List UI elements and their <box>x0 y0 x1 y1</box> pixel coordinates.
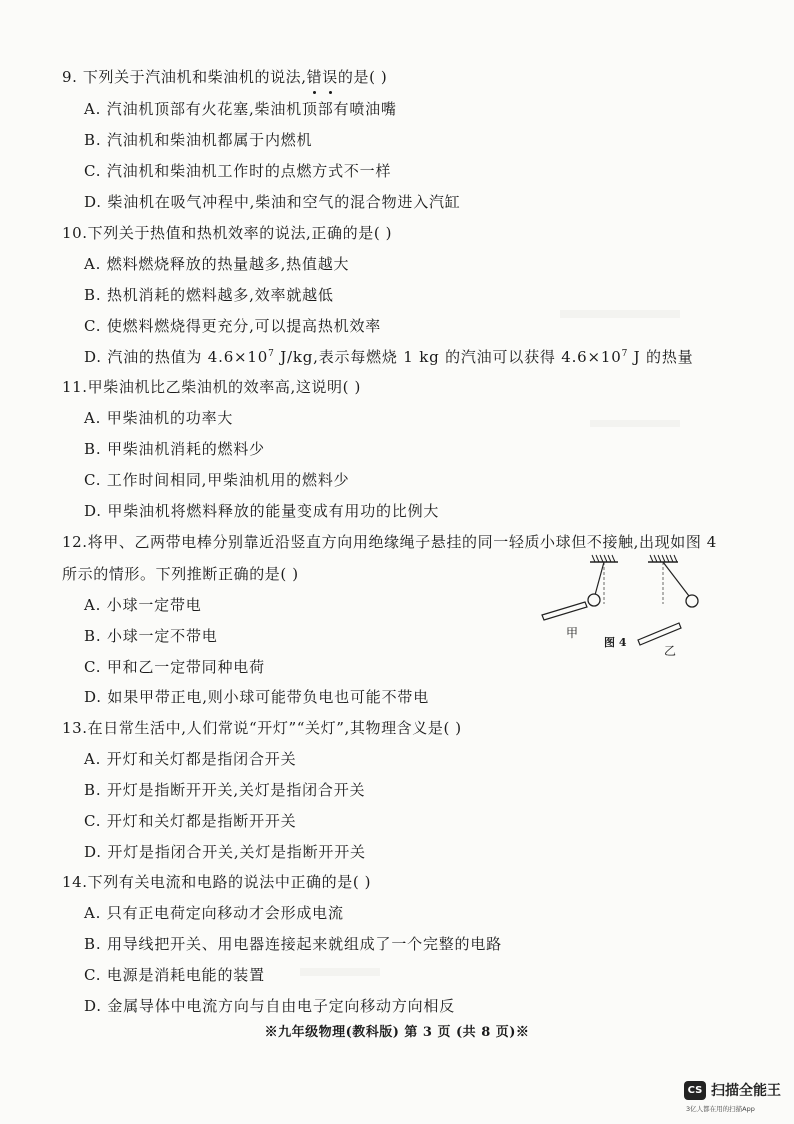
watermark-app-name: 扫描全能王 <box>711 1083 781 1099</box>
watermark-tagline: 3亿人都在用的扫描App <box>686 1105 755 1113</box>
question-12-option-c: C. 甲和乙一定带同种电荷 <box>84 658 265 676</box>
cs-logo-icon: CS <box>684 1081 706 1100</box>
ceiling-right <box>648 555 678 562</box>
question-12-stem-line2: 所示的情形。下列推断正确的是( ) <box>62 565 299 583</box>
option-d-part: D. 汽油的热值为 4.6×10 <box>84 348 269 366</box>
question-14-option-d: D. 金属导体中电流方向与自由电子定向移动方向相反 <box>84 997 456 1015</box>
question-13-option-c: C. 开灯和关灯都是指断开开关 <box>84 812 297 830</box>
ball-right <box>686 595 698 607</box>
question-12-option-b: B. 小球一定不带电 <box>84 627 218 645</box>
question-10-option-c: C. 使燃料燃烧得更充分,可以提高热机效率 <box>84 317 382 335</box>
option-d-part: J 的热量 <box>628 348 694 366</box>
option-d-exponent: 7 <box>268 349 275 359</box>
question-9-emphasis <box>307 68 338 86</box>
question-9-option-c: C. 汽油机和柴油机工作时的点燃方式不一样 <box>84 162 392 180</box>
thread-right <box>663 562 689 596</box>
question-9-option-d: D. 柴油机在吸气冲程中,柴油和空气的混合物进入汽缸 <box>84 193 461 211</box>
rod-yi-label: 乙 <box>664 644 677 657</box>
scan-show-through <box>590 420 680 427</box>
question-10-option-a: A. 燃料燃烧释放的热量越多,热值越大 <box>84 255 350 273</box>
rod-jia <box>542 602 587 620</box>
emphasis-char: 错 <box>306 68 323 86</box>
scanner-watermark <box>684 1079 784 1115</box>
question-12-stem-line1: 12.将甲、乙两带电棒分别靠近沿竖直方向用绝缘绳子悬挂的同一轻质小球但不接触,出现如图 4 <box>62 533 717 551</box>
scan-show-through <box>300 968 380 976</box>
question-13-option-b: B. 开灯是指断开开关,关灯是指闭合开关 <box>84 781 366 799</box>
question-11-option-c: C. 工作时间相同,甲柴油机用的燃料少 <box>84 471 350 489</box>
rod-jia-label: 甲 <box>566 626 579 640</box>
question-9-stem <box>62 66 387 87</box>
scan-show-through <box>560 310 680 318</box>
question-12-option-d: D. 如果甲带正电,则小球可能带负电也可能不带电 <box>84 688 429 706</box>
question-11-stem: 11.甲柴油机比乙柴油机的效率高,这说明( ) <box>62 378 361 396</box>
thread-left <box>595 562 604 595</box>
question-13-option-a: A. 开灯和关灯都是指闭合开关 <box>84 750 297 768</box>
question-14-option-b: B. 用导线把开关、用电器连接起来就组成了一个完整的电路 <box>84 935 502 953</box>
question-11-option-a: A. 甲柴油机的功率大 <box>84 409 234 427</box>
question-11-option-b: B. 甲柴油机消耗的燃料少 <box>84 440 265 458</box>
question-10-option-b: B. 热机消耗的燃料越多,效率就越低 <box>84 286 334 304</box>
figure-4-caption: 图 4 <box>604 636 627 649</box>
rod-yi <box>638 623 681 645</box>
question-13-stem: 13.在日常生活中,人们常说“开灯”“关灯”,其物理含义是( ) <box>62 719 462 737</box>
page-footer: ※九年级物理(教科版) 第 3 页 (共 8 页)※ <box>264 1025 530 1040</box>
question-9-option-b: B. 汽油机和柴油机都属于内燃机 <box>84 131 313 149</box>
question-10-stem: 10.下列关于热值和热机效率的说法,正确的是( ) <box>62 224 393 242</box>
option-d-exponent: 7 <box>621 349 629 359</box>
ceiling-left <box>590 555 618 562</box>
question-13-option-d: D. 开灯是指闭合开关,关灯是指断开开关 <box>84 843 366 861</box>
question-14-option-a: A. 只有正电荷定向移动才会形成电流 <box>84 904 344 922</box>
question-11-option-d: D. 甲柴油机将燃料释放的能量变成有用功的比例大 <box>84 502 440 520</box>
figure-4-diagram <box>530 552 730 657</box>
ball-left <box>588 594 600 606</box>
question-9-option-a: A. 汽油机顶部有火花塞,柴油机顶部有喷油嘴 <box>84 100 397 118</box>
question-14-option-c: C. 电源是消耗电能的装置 <box>84 966 265 984</box>
question-12-option-a: A. 小球一定带电 <box>84 596 202 614</box>
question-10-option-d <box>84 346 693 367</box>
option-d-part: J/kg,表示每燃烧 1 kg 的汽油可以获得 4.6×10 <box>274 348 622 366</box>
emphasis-char: 误 <box>322 68 338 86</box>
question-9-stem-prefix: 9. 下列关于汽油机和柴油机的说法, <box>62 68 307 86</box>
question-9-stem-suffix: 的是( ) <box>337 68 388 86</box>
question-14-stem: 14.下列有关电流和电路的说法中正确的是( ) <box>62 873 372 891</box>
